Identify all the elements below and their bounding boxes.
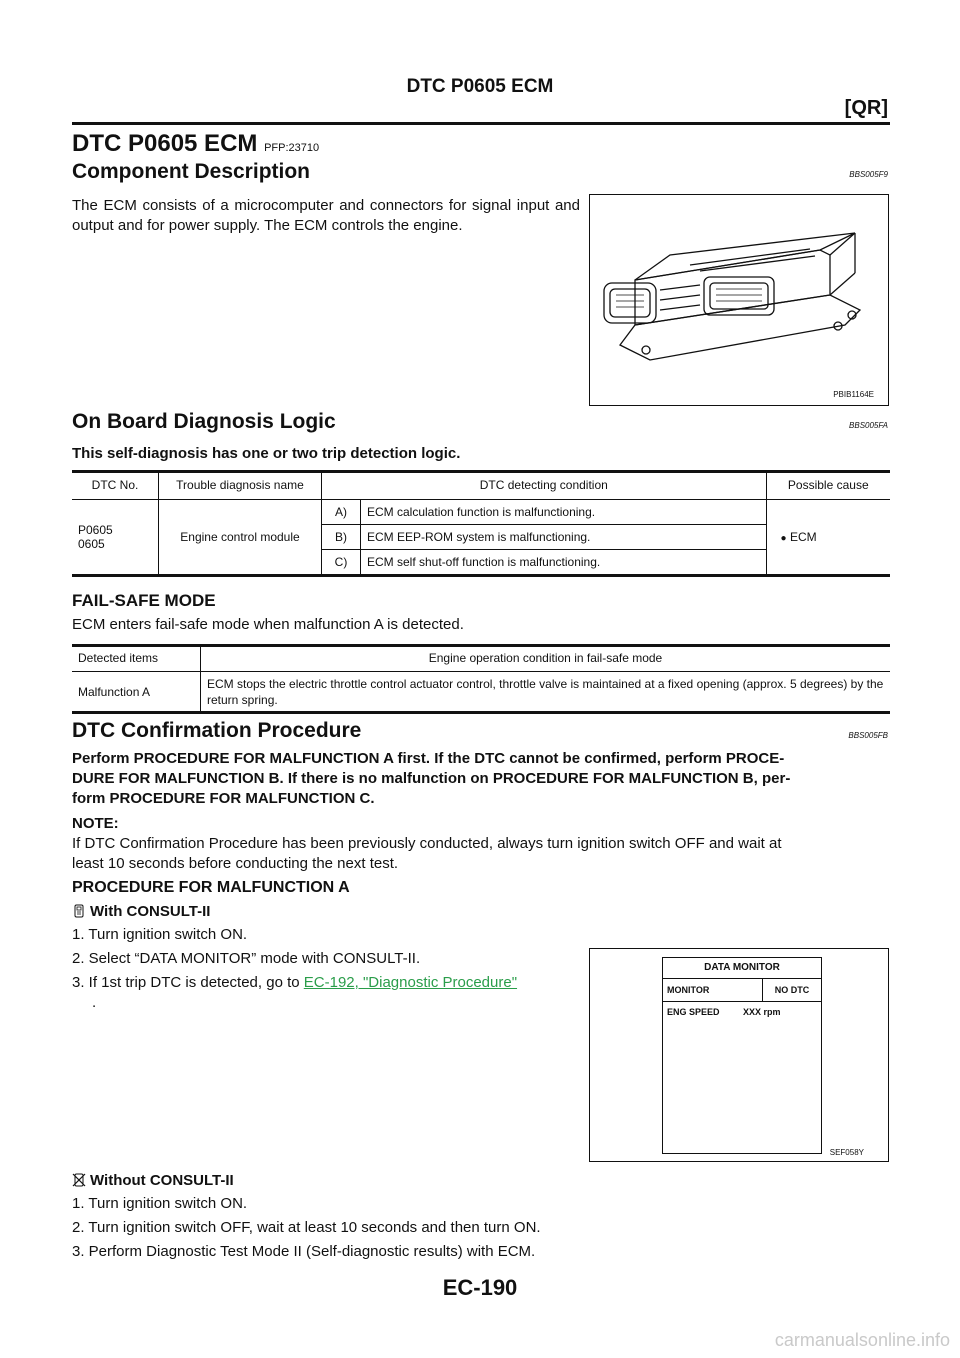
fail-safe-table-header: Engine operation condition in fail-safe mode xyxy=(428,651,663,666)
obd-logic-intro: This self-diagnosis has one or two trip detection logic. xyxy=(72,445,461,462)
page-header-code: [QR] xyxy=(844,97,888,119)
data-monitor-row-label: ENG SPEED xyxy=(667,1007,720,1017)
confirmation-heading: DTC Confirmation Procedure xyxy=(72,719,362,742)
step-tail: . xyxy=(92,994,97,1011)
fail-safe-table-bottom-rule xyxy=(72,711,890,714)
dtc-number: P0605 xyxy=(78,522,113,537)
condition-text: ECM calculation function is malfunctioning. xyxy=(361,499,767,524)
dtc-table xyxy=(72,472,890,574)
confirmation-tag: BBS005FB xyxy=(848,731,888,740)
dtc-table-header: Possible cause xyxy=(787,478,869,493)
bullet-icon: ● xyxy=(780,532,787,544)
main-title xyxy=(72,130,319,158)
confirmation-intro-line: Perform PROCEDURE FOR MALFUNCTION A first. If the DTC cannot be confirmed, perform PROCE- xyxy=(72,750,785,767)
step-item: 1. Turn ignition switch ON. xyxy=(72,1195,248,1212)
component-description-heading: Component Description xyxy=(72,160,311,183)
component-description-tag: BBS005F9 xyxy=(849,170,888,179)
without-consult-label: Without CONSULT-II xyxy=(90,1172,234,1189)
condition-label: A) xyxy=(322,499,361,524)
with-consult-label: With CONSULT-II xyxy=(90,903,211,920)
step-text: 3. If 1st trip DTC is detected, go to xyxy=(72,974,304,991)
consult-tool-icon xyxy=(72,904,86,918)
data-monitor-screen xyxy=(662,957,822,1154)
data-monitor-row xyxy=(663,1002,821,1022)
header-rule xyxy=(72,122,890,125)
data-monitor-figure xyxy=(589,948,889,1162)
page-footer-code: EC-190 xyxy=(442,1275,518,1300)
fail-safe-table xyxy=(72,646,890,712)
data-monitor-header-row xyxy=(663,979,821,1002)
dtc-table-header: Trouble diagnosis name xyxy=(159,472,322,499)
table-row xyxy=(72,671,890,712)
fail-safe-intro: ECM enters fail-safe mode when malfunction A is detected. xyxy=(72,616,464,633)
step-item: 1. Turn ignition switch ON. xyxy=(72,926,248,943)
note-line: least 10 seconds before conducting the next test. xyxy=(72,855,399,872)
condition-text: ECM EEP-ROM system is malfunctioning. xyxy=(361,524,767,549)
ecm-figure xyxy=(589,194,889,406)
with-consult-steps xyxy=(72,925,582,1013)
step-item: 3. Perform Diagnostic Test Mode II (Self-diagnostic results) with ECM. xyxy=(72,1243,536,1260)
ecm-unit-icon xyxy=(590,195,888,405)
fail-safe-condition: ECM stops the electric throttle control actuator control, throttle valve is maintained at a fixed opening (approx. 5 degrees) by the return spring. xyxy=(207,676,884,707)
note-label: NOTE: xyxy=(72,815,119,832)
note-line: If DTC Confirmation Procedure has been previously conducted, always turn ignition switch OFF and wait at xyxy=(72,835,782,852)
possible-cause: ECM xyxy=(789,529,817,544)
dtc-table-bottom-rule xyxy=(72,574,890,577)
possible-cause-cell xyxy=(766,499,890,574)
detected-item: Malfunction A xyxy=(72,671,201,712)
condition-label: B) xyxy=(322,524,361,549)
dtc-table-header: DTC detecting condition xyxy=(322,472,767,499)
without-consult-steps xyxy=(72,1194,890,1262)
dtc-number-short: 0605 xyxy=(78,536,105,551)
condition-text: ECM self shut-off function is malfunctioning. xyxy=(361,549,767,574)
component-description-text: The ECM consists of a microcomputer and connectors for signal input and output and for power supply. The ECM controls the engine. xyxy=(72,197,580,234)
diagnostic-procedure-link[interactable]: EC-192, "Diagnostic Procedure" xyxy=(303,974,518,991)
data-monitor-title: DATA MONITOR xyxy=(663,958,821,979)
obd-logic-heading: On Board Diagnosis Logic xyxy=(72,410,336,433)
ecm-figure-code: PBIB1164E xyxy=(833,390,874,399)
procedure-a-heading: PROCEDURE FOR MALFUNCTION A xyxy=(72,879,350,896)
data-monitor-col-monitor: MONITOR xyxy=(663,979,763,1001)
fail-safe-table-header-row xyxy=(72,646,890,671)
page-header-title: DTC P0605 ECM xyxy=(406,76,554,97)
data-monitor-row-value: XXX rpm xyxy=(743,1007,781,1017)
step-item xyxy=(72,973,582,993)
table-row xyxy=(72,499,890,524)
fail-safe-heading: FAIL-SAFE MODE xyxy=(72,591,216,610)
step-item: 2. Turn ignition switch OFF, wait at least 10 seconds and then turn ON. xyxy=(72,1219,541,1236)
dtc-table-header-row xyxy=(72,472,890,499)
obd-logic-tag: BBS005FA xyxy=(849,421,888,430)
with-consult-heading xyxy=(72,902,210,922)
confirmation-intro-line: DURE FOR MALFUNCTION B. If there is no malfunction on PROCEDURE FOR MALFUNCTION B, per- xyxy=(72,770,791,787)
step-item: 2. Select “DATA MONITOR” mode with CONSULT-II. xyxy=(72,950,421,967)
dtc-number-cell xyxy=(72,499,159,574)
data-monitor-figure-code: SEF058Y xyxy=(829,1148,864,1157)
no-consult-tool-icon xyxy=(72,1173,86,1187)
confirmation-intro xyxy=(72,749,890,809)
fail-safe-table-header: Detected items xyxy=(72,646,201,671)
main-title-code: PFP:23710 xyxy=(264,142,320,154)
data-monitor-col-status: NO DTC xyxy=(774,985,810,995)
condition-label: C) xyxy=(322,549,361,574)
trouble-diagnosis-name: Engine control module xyxy=(159,499,322,574)
dtc-table-header: DTC No. xyxy=(72,472,159,499)
watermark: carmanualsonline.info xyxy=(774,1330,950,1350)
main-title-text: DTC P0605 ECM xyxy=(72,130,258,157)
note-text xyxy=(72,834,890,874)
without-consult-heading xyxy=(72,1171,234,1191)
confirmation-intro-line: form PROCEDURE FOR MALFUNCTION C. xyxy=(72,790,375,807)
